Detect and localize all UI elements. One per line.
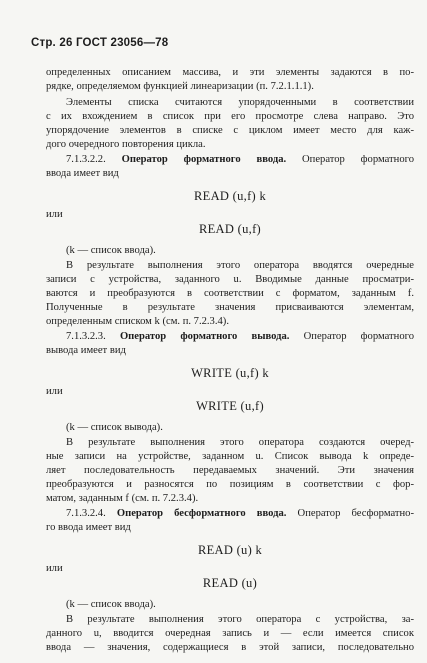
line-text: ввода имеет вид (46, 168, 119, 179)
line-text: матом, заданным f (см. п. 7.2.3.4). (46, 493, 199, 504)
text-line (46, 167, 414, 181)
line-text: го ввода имеет вид (46, 522, 131, 533)
text-line (46, 208, 414, 222)
line-text: (k — список ввода). (66, 599, 156, 610)
line-text: ные записи на устройстве, заданном u. Список вывода k опреде- (46, 451, 414, 462)
line-text: READ (u) k (197, 543, 263, 557)
text-line (46, 521, 414, 535)
text-line (46, 344, 414, 358)
syntax-line (46, 366, 414, 381)
line-text: Полученные в результате значения присваиваются элементам, (46, 302, 414, 313)
line-text: В результате выполнения этого оператора создаются очеред- (66, 437, 414, 448)
line-text: В результате выполнения этого оператора с устройства, за- (66, 614, 414, 625)
text-line (46, 562, 414, 576)
text-line (46, 273, 414, 287)
text-line (66, 613, 414, 627)
text-line (46, 478, 414, 492)
line-text: READ (u,f) k (194, 189, 266, 203)
line-text: ввода — значения, содержащиеся в этой записи, последовательно (46, 642, 414, 653)
line-text: определенных описанием массива, и эти элементы задаются в по- (46, 67, 414, 78)
text-line (66, 259, 414, 273)
line-text: или (46, 563, 63, 574)
line-text: READ (u) (202, 576, 258, 590)
text-line (46, 287, 414, 301)
text-line (46, 301, 414, 315)
syntax-line (46, 189, 414, 204)
text-line (66, 96, 414, 110)
line-text: READ (u,f) (198, 222, 261, 236)
page-header: Стр. 26 ГОСТ 23056—78 (31, 37, 169, 49)
line-text: вывода имеет вид (46, 345, 126, 356)
line-text: рядке, определяемом функцией линеаризации (п. 7.2.1.1.1). (46, 81, 314, 92)
text-line (66, 507, 414, 521)
line-text: Оператор форматного (302, 154, 415, 165)
text-line (46, 80, 414, 94)
section-number: 7.1.3.2.3. (66, 331, 106, 342)
line-text: ваются и преобразуются в соответствии с форматом, заданным f. (46, 288, 414, 299)
line-text: определенным списком k (см. п. 7.2.3.4). (46, 316, 229, 327)
section-number: 7.1.3.2.4. (66, 508, 106, 519)
section-title: Оператор бесформатного ввода. (116, 508, 287, 519)
line-text: Оператор бесформатно- (297, 508, 414, 519)
line-text: или (46, 209, 63, 220)
text-line (46, 66, 414, 80)
text-line (46, 627, 414, 641)
text-line (46, 464, 414, 478)
text-line (66, 244, 414, 258)
text-line (46, 641, 414, 655)
line-text: записи с устройства, заданного u. Вводимые данные просматри- (46, 274, 414, 285)
line-text: Элементы списка считаются упорядоченными в соответствии (66, 97, 414, 108)
text-line (66, 330, 414, 344)
syntax-line (46, 576, 414, 591)
line-text: преобразуются и разносятся по позициям в соответствии с фор- (46, 479, 414, 490)
line-text: дого очередного повторения цикла. (46, 139, 206, 150)
syntax-line (46, 543, 414, 558)
text-line (46, 385, 414, 399)
line-text: В результате выполнения этого оператора вводятся очередные (66, 260, 414, 271)
text-line (66, 598, 414, 612)
text-line (46, 138, 414, 152)
line-text: с их вхождением в список при его просмотре слева направо. Это (46, 111, 414, 122)
line-text: Оператор форматного (303, 331, 415, 342)
line-text: (k — список вывода). (66, 422, 163, 433)
syntax-line (46, 222, 414, 237)
text-line (46, 124, 414, 138)
text-line (46, 492, 414, 506)
text-line (66, 153, 414, 167)
text-line (66, 436, 414, 450)
line-text: WRITE (u,f) k (191, 366, 269, 380)
section-title: Оператор форматного вывода. (119, 331, 290, 342)
line-text: данного u, вводится очередная запись и — если имеется список (46, 628, 414, 639)
text-line (46, 315, 414, 329)
line-text: ляет последовательность передаваемых значений. Эти значения (46, 465, 414, 476)
syntax-line (46, 399, 414, 414)
text-line (66, 421, 414, 435)
section-title: Оператор форматного ввода. (121, 154, 287, 165)
line-text: (k — список ввода). (66, 245, 156, 256)
line-text: упорядочение элементов в списке с циклом имеет место для каж- (46, 125, 414, 136)
line-text: WRITE (u,f) (196, 399, 264, 413)
section-number: 7.1.3.2.2. (66, 154, 106, 165)
text-line (46, 450, 414, 464)
text-line (46, 110, 414, 124)
line-text: или (46, 386, 63, 397)
